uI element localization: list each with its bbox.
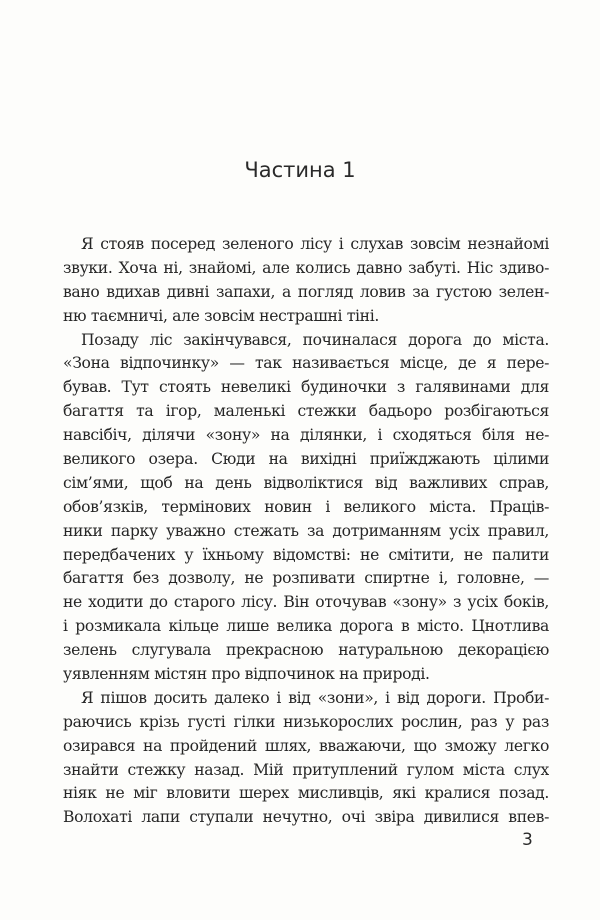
text-line: обов’язків, термінових новин і великого міста. Праців- <box>63 497 549 516</box>
text-line: ніяк не міг вловити шерех мисливців, які кралися позад. <box>63 784 549 803</box>
text-line: багаття та ігор, маленькі стежки бадьоро розбігаються <box>63 402 549 421</box>
text-line: багаття без дозволу, не розпивати спиртне і, головне, — <box>63 569 549 588</box>
text-line: навсібіч, ділячи «зону» на ділянки, і сходяться біля не- <box>63 426 549 445</box>
text-line: бував. Тут стоять невеликі будиночки з галявинами для <box>63 378 549 397</box>
text-line: вано вдихав дивні запахи, а погляд ловив за густою зелен- <box>63 282 549 301</box>
chapter-title: Частина 1 <box>244 158 356 182</box>
text-line: Волохаті лапи ступали нечутно, очі звіра дивилися впев- <box>63 808 549 827</box>
text-line: уявленням містян про відпочинок на природі. <box>63 665 430 684</box>
paragraph <box>63 233 549 329</box>
text-line: ники парку уважно стежать за дотриманням усіх правил, <box>63 521 549 540</box>
text-line: знайти стежку назад. Мій притуплений гулом міста слух <box>63 760 549 779</box>
text-line: і розмикала кільце лише велика дорога в місто. Цнотлива <box>63 617 549 636</box>
paragraph <box>63 687 549 830</box>
text-line: передбачених у їхньому відомстві: не смітити, не палити <box>63 545 549 564</box>
text-line: ню таємничі, але зовсім нестрашні тіні. <box>63 306 379 325</box>
text-line: великого озера. Сюди на вихідні приїжджають цілими <box>63 450 549 469</box>
body-text <box>63 233 549 830</box>
text-line: Я пішов досить далеко і від «зони», і від дороги. Проби- <box>81 688 549 707</box>
text-line: не ходити до старого лісу. Він оточував «зону» з усіх боків, <box>63 593 549 612</box>
text-line: зелень слугувала прекрасною натуральною декорацією <box>63 641 549 660</box>
text-line: раючись крізь густі гілки низькорослих рослин, раз у раз <box>63 712 549 731</box>
text-line: звуки. Хоча ні, знайомі, але колись давно забуті. Ніс здиво- <box>63 258 549 277</box>
text-line: Я стояв посеред зеленого лісу і слухав зовсім незнайомі <box>81 235 549 253</box>
text-line: «Зона відпочинку» — так називається місце, де я пере- <box>63 354 549 373</box>
paragraph <box>63 329 549 687</box>
page-number: 3 <box>522 830 533 850</box>
text-line: Позаду ліс закінчувався, починалася дорога до міста. <box>81 330 549 349</box>
text-line: сім’ями, щоб на день відволіктися від важливих справ, <box>63 473 549 492</box>
text-line: озирався на пройдений шлях, вважаючи, що зможу легко <box>63 736 549 755</box>
